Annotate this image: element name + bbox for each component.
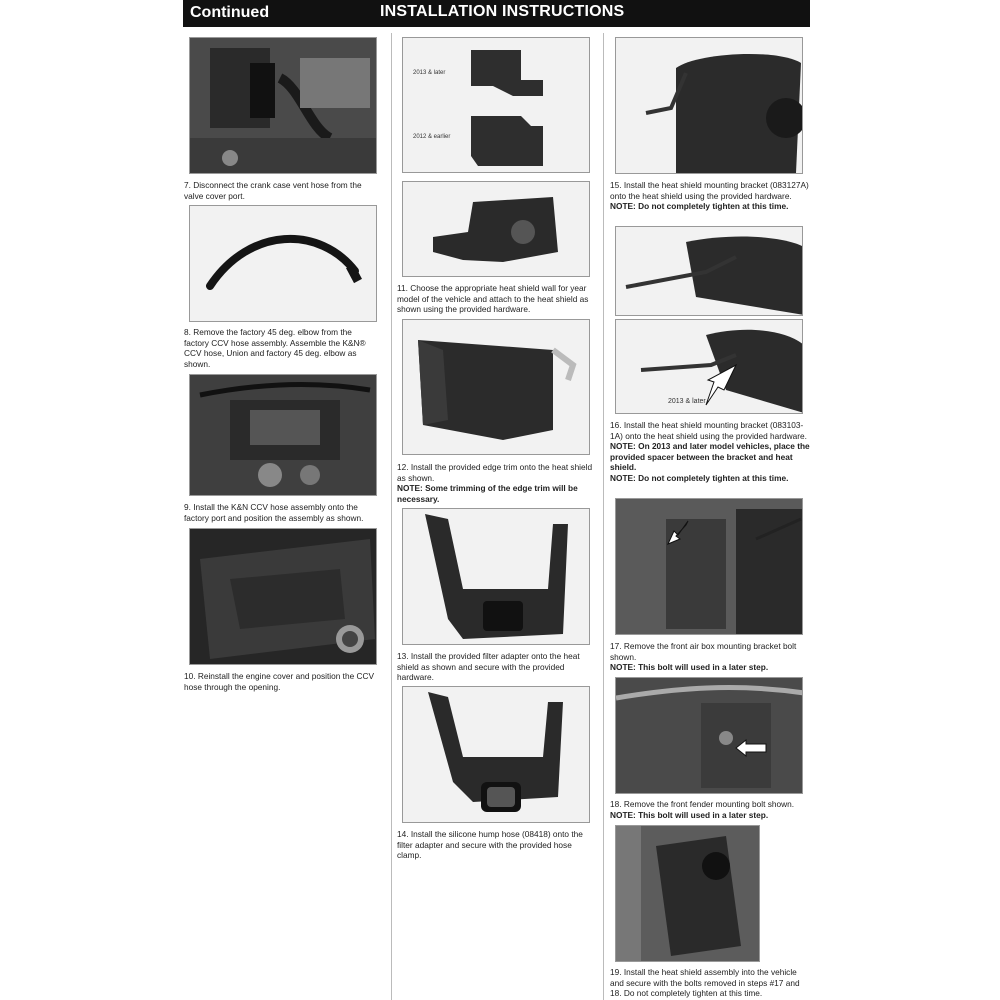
- column-divider-1: [391, 33, 392, 1000]
- label-2013-later: 2013 & later: [413, 70, 446, 76]
- caption-step-18: 18. Remove the front fender mounting bolt shown. NOTE: This bolt will used in a later step.: [610, 799, 795, 820]
- caption-step-19: 19. Install the heat shield assembly into the vehicle and secure with the bolts removed in steps #17 and 18. Do not completely tighten at this time.: [610, 967, 800, 998]
- photo-step-19: [615, 825, 760, 962]
- caption-step-17: 17. Remove the front air box mounting bracket bolt shown. NOTE: This bolt will used in a later step.: [610, 641, 797, 672]
- caption-step-7: 7. Disconnect the crank case vent hose from the valve cover port.: [184, 180, 362, 201]
- photo-step-11-walls: [402, 37, 590, 173]
- label-2013-later-b: 2013 & later: [668, 398, 706, 405]
- photo-step-17: [615, 498, 803, 635]
- photo-step-13: [402, 508, 590, 645]
- photo-step-9: [189, 374, 377, 496]
- photo-step-11-assembled: [402, 181, 590, 277]
- caption-step-12: 12. Install the provided edge trim onto the heat shield as shown. NOTE: Some trimming of the edge trim will be necessary.: [397, 462, 593, 504]
- caption-step-11: 11. Choose the appropriate heat shield wall for year model of the vehicle and attach to the heat shield as shown using the provided hardware.: [397, 283, 589, 314]
- continued-label: Continued: [190, 4, 270, 21]
- photo-step-16-b: [615, 319, 803, 414]
- caption-step-8: 8. Remove the factory 45 deg. elbow from the factory CCV hose assembly. Assemble the K&N® CCV hose, Union and factory 45 deg. elbow as shown.: [184, 327, 366, 369]
- caption-step-16: 16. Install the heat shield mounting bracket (083103-1A) onto the heat shield using the provided hardware. NOTE: On 2013 and later model vehicles, place the provided spacer between the bracket and heat shield. NOTE: Do not completely tighten at this time.: [610, 420, 810, 483]
- caption-step-15: 15. Install the heat shield mounting bracket (083127A) onto the heat shield using the provided hardware. NOTE: Do not completely tighten at this time.: [610, 180, 809, 211]
- column-divider-2: [603, 33, 604, 1000]
- page-title: INSTALLATION INSTRUCTIONS: [380, 3, 625, 20]
- photo-step-14: [402, 686, 590, 823]
- photo-step-18: [615, 677, 803, 794]
- photo-step-10: [189, 528, 377, 665]
- caption-step-10: 10. Reinstall the engine cover and position the CCV hose through the opening.: [184, 671, 375, 692]
- label-2012-earlier: 2012 & earlier: [413, 134, 451, 140]
- photo-step-16-a: [615, 226, 803, 316]
- caption-step-14: 14. Install the silicone hump hose (08418) onto the filter adapter and secure with the provided hose clamp.: [397, 829, 583, 860]
- photo-step-8: [189, 205, 377, 322]
- photo-step-12: [402, 319, 590, 455]
- caption-step-13: 13. Install the provided filter adapter onto the heat shield as shown and secure with the provided hardware.: [397, 651, 580, 682]
- photo-step-15: [615, 37, 803, 174]
- header-bar: [183, 0, 810, 27]
- photo-step-7: [189, 37, 377, 174]
- caption-step-9: 9. Install the K&N CCV hose assembly onto the factory port and position the assembly as shown.: [184, 502, 364, 523]
